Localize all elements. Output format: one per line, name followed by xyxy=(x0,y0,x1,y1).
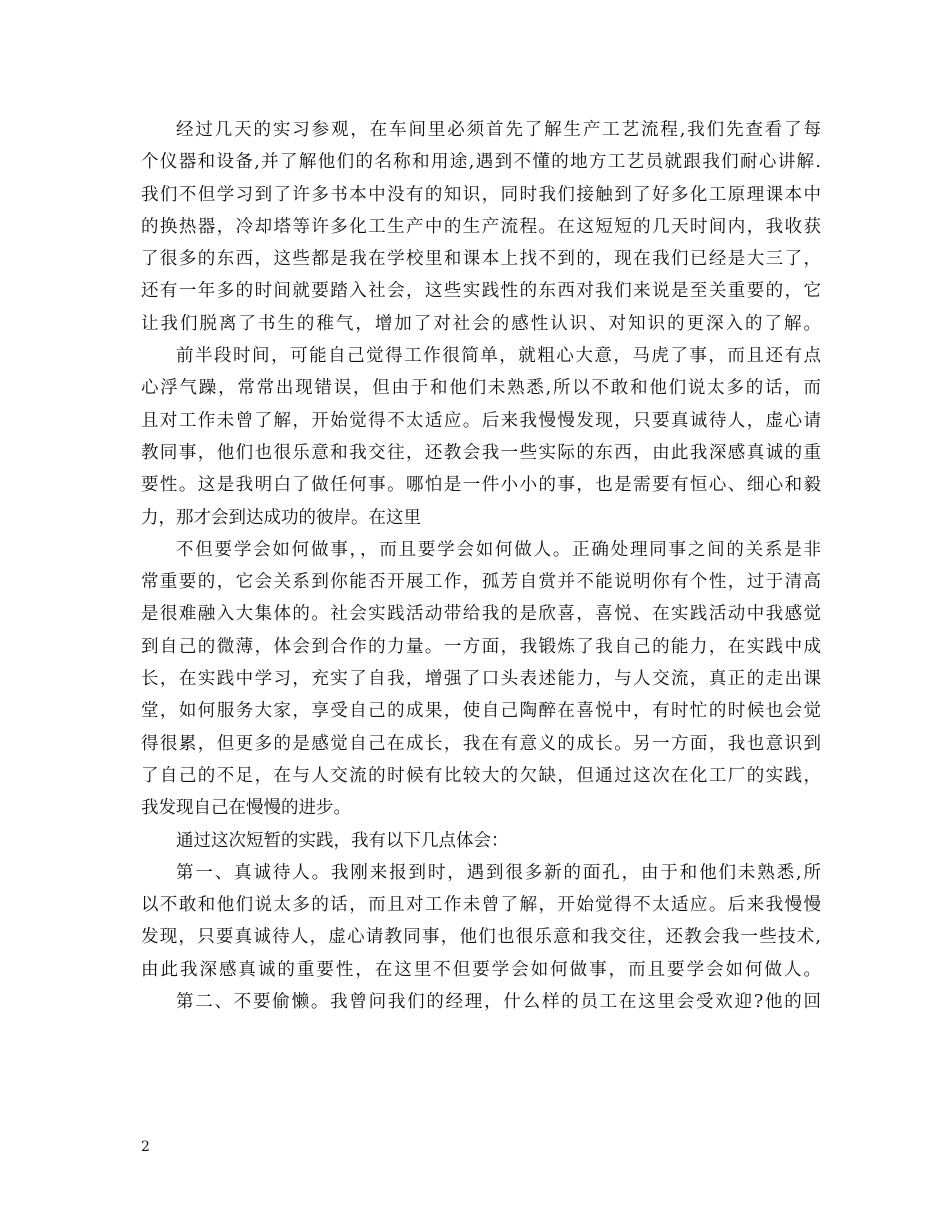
text-line: 我们不但学习到了许多书本中没有的知识，同时我们接触到了好多化工原理课本中 xyxy=(141,184,821,205)
text-line: 经过几天的实习参观，在车间里必须首先了解生产工艺流程,我们先查看了每 xyxy=(176,120,821,140)
text-line: 得很累，但更多的是感觉自己在成长，我在有意义的成长。另一方面，我也意识到 xyxy=(141,733,821,754)
text-line: 常重要的，它会关系到你能否开展工作，孤芳自赏并不能说明你有个性，过于清高 xyxy=(141,572,821,593)
text-line: 我发现自己在慢慢的进步。 xyxy=(141,798,351,819)
text-line: 通过这次短暂的实践，我有以下几点体会： xyxy=(176,830,509,851)
text-line: 长，在实践中学习，充实了自我，增强了口头表述能力，与人交流，真正的走出课 xyxy=(141,669,821,690)
text-line: 不但要学会如何做事，，而且要学会如何做人。正确处理同事之间的关系是非 xyxy=(176,539,821,560)
text-line: 力，那才会到达成功的彼岸。在这里 xyxy=(141,507,421,528)
text-line: 了自己的不足，在与人交流的时候有比较大的欠缺，但通过这次在化工厂的实践， xyxy=(141,765,821,786)
text-line: 以不敢和他们说太多的话，而且对工作未曾了解，开始觉得不太适应。后来我慢慢 xyxy=(141,895,821,916)
text-line: 前半段时间，可能自己觉得工作很简单，就粗心大意，马虎了事，而且还有点 xyxy=(176,346,821,367)
text-line: 教同事，他们也很乐意和我交往，还教会我一些实际的东西，由此我深感真诚的重 xyxy=(141,442,821,463)
text-line: 到自己的微薄，体会到合作的力量。一方面，我锻炼了我自己的能力，在实践中成 xyxy=(141,636,821,657)
text-line: 的换热器，冷却塔等许多化工生产中的生产流程。在这短短的几天时间内，我收获 xyxy=(141,216,821,237)
text-line: 且对工作未曾了解，开始觉得不太适应。后来我慢慢发现，只要真诚待人，虚心请 xyxy=(141,410,821,431)
text-line: 还有一年多的时间就要踏入社会，这些实践性的东西对我们来说是至关重要的，它 xyxy=(141,281,821,302)
text-line: 让我们脱离了书生的稚气，增加了对社会的感性认识、对知识的更深入的了解。 xyxy=(141,313,821,334)
text-line: 是很难融入大集体的。社会实践活动带给我的是欣喜，喜悦、在实践活动中我感觉 xyxy=(141,604,821,625)
text-line: 第一、真诚待人。我刚来报到时，遇到很多新的面孔，由于和他们未熟悉,所 xyxy=(176,862,821,883)
text-line: 发现，只要真诚待人，虚心请教同事，他们也很乐意和我交往，还教会我一些技术, xyxy=(141,927,821,948)
text-line: 堂，如何服务大家，享受自己的成果，使自己陶醉在喜悦中，有时忙的时候也会觉 xyxy=(141,701,821,722)
page-number: 2 xyxy=(141,1139,150,1155)
text-line: 由此我深感真诚的重要性，在这里不但要学会如何做事，而且要学会如何做人。 xyxy=(141,959,821,980)
text-line: 个仪器和设备,并了解他们的名称和用途,遇到不懂的地方工艺员就跟我们耐心讲解. xyxy=(141,152,821,173)
document-body xyxy=(141,114,821,1018)
text-line: 第二、不要偷懒。我曾问我们的经理，什么样的员工在这里会受欢迎?他的回 xyxy=(176,992,821,1013)
text-line: 要性。这是我明白了做任何事。哪怕是一件小小的事，也是需要有恒心、细心和毅 xyxy=(141,475,821,496)
text-line: 了很多的东西，这些都是我在学校里和课本上找不到的，现在我们已经是大三了， xyxy=(141,249,821,270)
text-line: 心浮气躁，常常出现错误，但由于和他们未熟悉,所以不敢和他们说太多的话，而 xyxy=(141,378,821,399)
